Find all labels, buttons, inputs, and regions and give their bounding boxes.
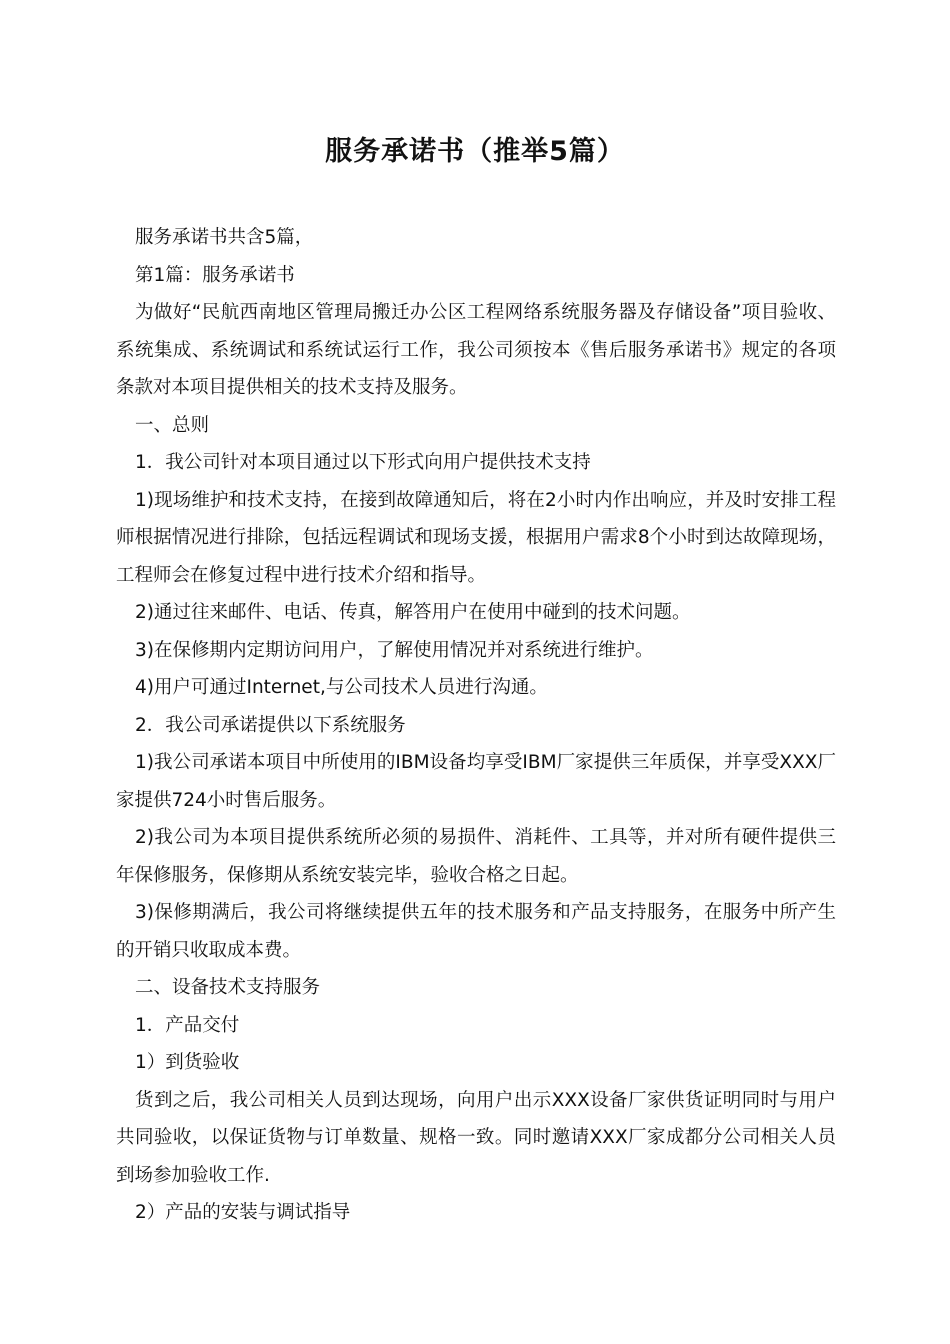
subsection-heading: 1．产品交付 xyxy=(135,1014,240,1036)
paragraph: 2)我公司为本项目提供系统所必须的易损件、消耗件、工具等，并对所有硬件提供三年保修服务，保修期从系统安装完毕，验收合格之日起。 xyxy=(116,827,836,886)
subsection-heading: 2．我公司承诺提供以下系统服务 xyxy=(135,714,406,736)
paragraph: 1)我公司承诺本项目中所使用的IBM设备均享受IBM厂家提供三年质保，并享受XXX厂家提供724小时售后服务。 xyxy=(116,752,836,811)
document-title: 服务承诺书（推举5篇） xyxy=(325,136,625,167)
subsection-heading: 1）到货验收 xyxy=(135,1052,240,1073)
paragraph: 货到之后，我公司相关人员到达现场，向用户出示XXX设备厂家供货证明同时与用户共同验收，以保证货物与订单数量、规格一致。同时邀请XXX厂家成都分公司相关人员到场参加验收工作. xyxy=(116,1089,836,1186)
paragraph: 3)在保修期内定期访问用户，了解使用情况并对系统进行维护。 xyxy=(135,639,654,661)
subsection-heading: 1．我公司针对本项目通过以下形式向用户提供技术支持 xyxy=(135,452,591,473)
paragraph: 为做好“民航西南地区管理局搬迁办公区工程网络系统服务器及存储设备”项目验收、系统集成、系统调试和系统试运行工作，我公司须按本《售后服务承诺书》规定的各项条款对本项目提供相关的技术支持及服务。 xyxy=(116,302,836,398)
paragraph: 3)保修期满后，我公司将继续提供五年的技术服务和产品支持服务，在服务中所产生的开销只收取成本费。 xyxy=(116,902,836,961)
section-heading: 一、总则 xyxy=(135,414,210,436)
document-body xyxy=(116,219,836,1232)
paragraph: 服务承诺书共含5篇， xyxy=(135,227,314,248)
paragraph: 1)现场维护和技术支持，在接到故障通知后，将在2小时内作出响应，并及时安排工程师根据情况进行排除，包括远程调试和现场支援，根据用户需求8个小时到达故障现场，工程师会在修复过程中进行技术介绍和指导。 xyxy=(116,489,836,586)
paragraph: 第1篇：服务承诺书 xyxy=(135,264,295,286)
paragraph: 4)用户可通过Internet,与公司技术人员进行沟通。 xyxy=(135,677,548,698)
subsection-heading: 2）产品的安装与调试指导 xyxy=(135,1202,351,1223)
section-heading: 二、设备技术支持服务 xyxy=(135,977,321,998)
paragraph: 2)通过往来邮件、电话、传真，解答用户在使用中碰到的技术问题。 xyxy=(135,602,691,623)
